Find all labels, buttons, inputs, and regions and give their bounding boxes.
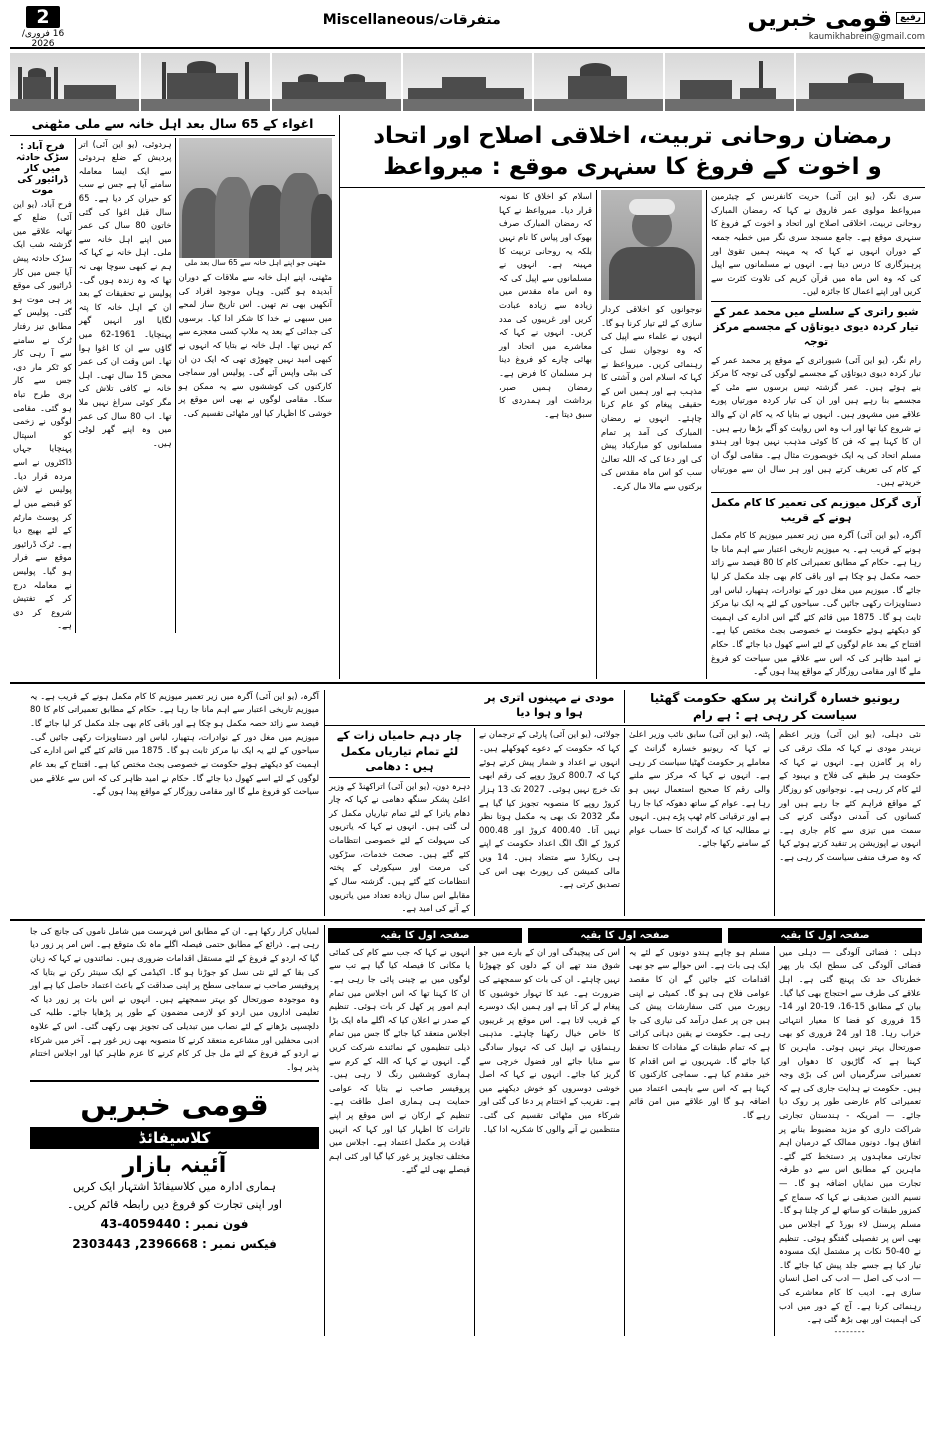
family-photo [179, 138, 333, 258]
article-body: جولائی، (یو این آئی) پارٹی کے ترجمان نے کہا کہ حکومت کے دعوے کھوکھلے ہیں۔ انہوں نے اعداد و شمار پیش کرتے ہوئے کہا کہ 800.7 کروڑ روپے کی رقم ابھی تک خرچ نہیں ہوئی۔ 2027 تک 13 ہزار کروڑ روپے کا منصوبہ تجویز کیا گیا ہے مگر 2032 تک بھی یہ مکمل ہوتا نظر نہیں آتا۔ 400.40 کروڑ اور 000.48 کروڑ کے الگ الگ اعداد حکومت کے اپنے ہی ریکارڈ سے متضاد ہیں۔ 14 ویں مالی کمیشن کی رپورٹ بھی اس کی تصدیق کرتی ہے۔ [479, 729, 620, 890]
ad-brand: قومی خبریں [80, 1088, 269, 1124]
logo-icon: رفیع [896, 12, 925, 24]
article-body: سری نگر، (یو این آئی) حریت کانفرنس کے چیئرمین میرواعظ مولوی عمر فاروق نے کہا کہ رمضان المبارک روحانی تربیت، اخلاقی اصلاح اور اتحاد و اخوت کے فروغ کا سنہری موقع ہے۔ جامع مسجد سری نگر میں خطبہ جمعہ کے دوران انہوں نے کہا کہ یہ مہینہ ہمیں تقویٰ اور پرہیزگاری کا درس دیتا ہے۔ انہوں نے مسلمانوں سے اپیل کی کہ وہ اس ماہ میں قرآن کریم کی تلاوت کثرت سے کریں اور اپنے اعمال کا جائزہ لیں۔ [711, 191, 921, 297]
bottom-section [10, 925, 925, 1336]
photo-figures [179, 162, 333, 258]
contact-email: kaumikhabrein@gmail.com [808, 32, 925, 42]
section-header [76, 6, 747, 28]
strip-photo [403, 53, 532, 111]
secondary-headline: اغواء کے 65 سال بعد اہل خانہ سے ملی مٹھنی [31, 116, 314, 131]
column-left-2 [76, 138, 176, 634]
strip-photo [665, 53, 794, 111]
headline-dhami: چار دہم حامیاں زات کے لئے تمام تیاریاں مکمل ہیں : دھامی [336, 729, 463, 774]
article-body: پٹنہ، (یو این آئی) سابق نائب وزیر اعلیٰ نے کہا کہ ریونیو خسارہ گرانٹ کے معاملے پر حکومت گھٹیا سیاست کر رہی ہے۔ انہوں نے کہا کہ مرکز سے ملنے والی رقم کا صحیح استعمال نہیں ہو رہا ہے۔ عوام کے ساتھ دھوکہ کیا جا رہا ہے اور ترقیاتی کام ٹھپ پڑے ہیں۔ انہوں نے مطالبہ کیا کہ گرانٹ کا حساب عوام کے سامنے رکھا جائے۔ [629, 729, 770, 849]
article-body: نئی دہلی، (یو این آئی) وزیر اعظم نریندر مودی نے کہا کہ ملک ترقی کی راہ پر گامزن ہے۔ انہوں نے کہا کہ حکومت ہر طبقے کی فلاح و بہبود کے لئے کام کر رہی ہے۔ نوجوانوں کو روزگار کے مواقع فراہم کئے جا رہے ہیں اور کسانوں کی آمدنی دوگنی کرنے کی سمت میں تیزی سے کام جاری ہے۔ انہوں نے اپوزیشن پر تنقید کرتے ہوئے کہا کہ وہ صرف منفی سیاست کر رہی ہے۔ [779, 729, 921, 862]
story-revenue [625, 690, 925, 724]
continued-bar: صفحہ اول کا بقیہ [728, 928, 922, 943]
ad-fax-label: فیکس نمبر : [202, 1237, 277, 1251]
continued-column [475, 946, 625, 1336]
section-label: متفرقات/Miscellaneous [322, 12, 501, 28]
column-dhami [325, 728, 475, 915]
article-body: لمبایاں کرار رکھا ہے۔ ان کے مطابق اس فہرست میں شامل ناموں کی جانچ کی جا رہی ہے۔ ذرائع کے مطابق حتمی فیصلہ اگلے ماہ تک متوقع ہے۔ اس امر پر زور دیا گیا کہ اردو کے فروغ کے لئے مستقل اقدامات ضروری ہیں۔ نمائندوں نے کہا کہ زبان کی بقا کے لئے نئی نسل کو جوڑنا ہو گا۔ اکیڈمی کے ایک سینئر رکن نے بتایا کہ پروفیسر صاحب نے سماجی سطح پر اپنی صداقت کے باعث اعتماد حاصل کیا ہے اور وہ موجودہ صورتحال کو بہتر سمجھتے ہیں۔ انہوں نے اس بات پر زور دیا کہ تعلیمی اداروں میں اردو کو لازمی مضمون کے طور پر پڑھایا جائے۔ طلبہ کی دلچسپی بڑھانے کے لئے نصاب میں تبدیلی کی تجویز بھی رکھی گئی۔ اس کے علاوہ ادبی محفلیں اور مشاعرے منعقد کرنے کا منصوبہ بھی زیر غور ہے۔ آخر میں شرکاء نے اردو کے فروغ کے لئے مل جل کر کام کرنے کا عزم ظاہر کیا اور اجلاس اختتام پذیر ہوا۔ [30, 925, 319, 1072]
section-divider-2 [10, 919, 925, 921]
masthead [10, 6, 925, 49]
middle-section [10, 690, 925, 916]
photo-strip [10, 53, 925, 111]
headline-revenue: ریونیو خسارہ گرانٹ پر سکھ حکومت گھٹیا سیاست کر رہی ہے : ہے رام [650, 690, 900, 722]
end-dashes: -------- [834, 1326, 866, 1336]
lead-headline-line1: رمضان روحانی تربیت، اخلاقی اصلاح اور اتحاد [373, 123, 892, 149]
article-body: دہلی : فضائی آلودگی — دہلی میں فضائی آلودگی کی سطح ایک بار پھر خطرناک حد تک پہنچ گئی ہے۔ اہل علاقے کی طرف سے احتجاج بھی کیا گیا۔ بیان کے مطابق 15-16، 19-20 اور 14-15 فروری کو فضا کا معیار انتہائی خراب رہا۔ 18 اور 24 فروری کو بھی صورتحال بہتر نہیں ہوئی۔ ماہرین کا کہنا ہے کہ گاڑیوں کا دھواں اور تعمیراتی سرگرمیاں اس کی بڑی وجہ ہیں۔ حکومت نے ہدایت جاری کی ہے کہ تعمیراتی کام عارضی طور پر روک دیا جائے۔ — امریکہ - ہندستان تجارتی شراکت داری کو مزید مضبوط بنانے پر اتفاق ہوا۔ دونوں ممالک کے درمیان اہم تجارتی معاہدوں پر دستخط کئے گئے۔ ماہرین کے مطابق اس سے دو طرفہ تجارت میں نمایاں اضافہ ہو گا۔ — نسیم الدین صدیقی نے کہا کہ سماج کے کمزور طبقات کو ساتھ لے کر چلنا ہو گا۔ مسلم پرسنل لاء بورڈ کے اجلاس میں بھی اس پر تفصیلی گفتگو ہوئی۔ تنظیم نے 40-50 نکات پر مشتمل ایک مسودہ تیار کیا ہے جسے جلد پیش کیا جائے گا۔ — ادب کی اصل — ادب کی اصل انسان سازی ہے۔ ادیب کا کام معاشرے کی رہنمائی کرنا ہے۔ آج کے دور میں ادب کی اہمیت اور بھی بڑھ گئی ہے۔ [779, 946, 921, 1325]
brand-name: قومی خبریں [747, 6, 893, 32]
ad-phone [30, 1214, 319, 1234]
secondary-story [10, 115, 340, 679]
continued-bar: صفحہ اول کا بقیہ [328, 928, 522, 943]
ad-phone-value: 4059440-43 [100, 1216, 181, 1231]
portrait-photo-mirwaiz [601, 190, 702, 300]
lead-headline [340, 115, 925, 185]
ad-line-2: اور اپنی تجارت کو فروغ دیں رابطہ قائم کریں۔ [67, 1198, 282, 1212]
page-number: 2 [26, 6, 60, 28]
article-body: مٹھنی، اپنے اہل خانہ سے ملاقات کے دوران آبدیدہ ہو گئیں۔ وہاں موجود افراد کی آنکھیں بھی نم تھیں۔ اس تاریخ ساز لمحے میں سبھی نے خدا کا شکر ادا کیا۔ برسوں کی جدائی کے بعد یہ ملاپ کسی معجزے سے کم نہیں تھا۔ اہل خانہ نے بتایا کہ انہوں نے کبھی امید نہیں چھوڑی تھی کہ ایک دن ان کی بیٹی واپس آئے گی۔ پولیس اور سماجی کارکنوں کی کوششوں سے یہ ممکن ہو سکا۔ مقامی لوگوں نے بھی اس موقع پر خوشی کا اظہار کیا اور مٹھائی تقسیم کی۔ [178, 272, 332, 419]
issue-date: 16 فروری/ 2026 [21, 29, 65, 49]
strip-photo [141, 53, 270, 111]
article-body: آگرہ، (یو این آئی) آگرہ میں زیر تعمیر میوزیم کا کام مکمل ہونے کے قریب ہے۔ یہ میوزیم تاریخی اعتبار سے اہم مانا جا رہا ہے۔ حکام کے مطابق تعمیراتی کام کا 80 فیصد سے زائد حصہ مکمل ہو چکا ہے اور باقی کام بھی جلد مکمل کر لیا جائے گا۔ میوزیم میں مغل دور کے نوادرات، ہتھیار، لباس اور دستاویزات رکھی جائیں گی۔ سیاحوں کے لئے یہ ایک نیا مرکز ثابت ہو گا۔ 1875 میں قائم کئے گئے اس ادارے کی اہمیت کو دیکھتے ہوئے حکومت نے خصوصی بجٹ مختص کیا ہے۔ افتتاح کے بعد عام لوگوں کے لئے اسے کھول دیا جائے گا۔ حکام نے امید ظاہر کی کہ اس سے علاقے میں سیاحت کو فروغ ملے گا اور مقامی روزگار کے مواقع پیدا ہوں گے۔ [30, 690, 320, 797]
article-body: آگرہ، (یو این آئی) آگرہ میں زیر تعمیر میوزیم کا کام مکمل ہونے کے قریب ہے۔ یہ میوزیم تاریخی اعتبار سے اہم مانا جا رہا ہے۔ حکام کے مطابق تعمیراتی کام کا 80 فیصد سے زائد حصہ مکمل ہو چکا ہے اور باقی کام بھی جلد مکمل کر لیا جائے گا۔ میوزیم میں مغل دور کے نوادرات، ہتھیار، لباس اور دستاویزات رکھی جائیں گی۔ سیاحوں کے لئے یہ ایک نیا مرکز ثابت ہو گا۔ 1875 میں قائم کئے گئے اس ادارے کی اہمیت کو دیکھتے ہوئے حکومت نے خصوصی بجٹ مختص کیا ہے۔ افتتاح کے بعد عام لوگوں کے لئے اسے کھول دیا جائے گا۔ حکام نے امید ظاہر کی کہ اس سے علاقے میں سیاحت کو فروغ ملے گا اور مقامی روزگار کے مواقع پیدا ہوں گے۔ [711, 530, 921, 677]
strip-photo [796, 53, 925, 111]
ad-fax-value: 2396668, 2303443 [72, 1237, 198, 1251]
article-body: اس کی پیچیدگی اور ان کے بارے میں جو شوق مند تھے ان کے دلوں کو چھوڑنا نہیں چاہئے۔ ان کی بات کو سمجھنے کی ضرورت ہے۔ عید کا تہوار خوشیوں کا پیغام لے کر آتا ہے اور ہمیں ایک دوسرے کے قریب لاتا ہے۔ اس موقع پر غریبوں کا خاص خیال رکھنا چاہئے۔ مذہبی رہنماؤں نے اپیل کی کہ تہوار سادگی سے منایا جائے اور فضول خرچی سے گریز کیا جائے۔ انہوں نے کہا کہ اصل خوشی دوسروں کو خوش دیکھنے میں ہے۔ تقریب کے اختتام پر دعا کی گئی اور شرکاء میں مٹھائی تقسیم کی گئی۔ منتظمین نے آنے والوں کا شکریہ ادا کیا۔ [479, 946, 620, 1134]
section-divider [10, 682, 925, 684]
strip-photo [534, 53, 663, 111]
headline-modi: مودی نے مہینوں اتری پر ہوا و ہوا دیا [484, 690, 615, 720]
lead-headline-line2: و اخوت کے فروغ کا سنہری موقع : میرواعظ [383, 154, 882, 181]
column-revenue-1 [625, 728, 775, 915]
sidebar-bottom [25, 925, 325, 1336]
column-mid-2 [495, 190, 597, 679]
photo-caption: مٹھنی جو اپنے اہل خانہ سے 65 سال بعد ملی [184, 257, 326, 267]
column-modi-body [775, 728, 925, 915]
column-left-3 [10, 138, 76, 634]
column-revenue-2 [475, 728, 625, 915]
sidebar-museum-continued [25, 690, 325, 916]
strip-photo [10, 53, 139, 111]
subheadline-accident: فرح آباد : سڑک حادثہ میں کار ڈرائیور کی موت [16, 140, 69, 196]
article-body: رام نگر، (یو این آئی) شیوراتری کے موقع پر محمد عمر کے تیار کردہ دیوی دیوتاؤں کے مجسمے لوگوں کی توجہ کا مرکز بنے ہوئے ہیں۔ عمر گزشتہ تیس برسوں سے مٹی کے مجسمے بنا رہے ہیں اور ان کی تیار کردہ مورتیاں پورے علاقے میں مشہور ہیں۔ انہوں نے بتایا کہ یہ کام ان کے والد نے شروع کیا تھا اور اب وہ اس روایت کو آگے بڑھا رہے ہیں۔ ان کا کہنا ہے کہ فن کا کوئی مذہب نہیں ہوتا اور ہندو مسلم اتحاد کی یہ ایک خوبصورت مثال ہے۔ مقامی لوگ ان کے کام کی تعریف کرتے ہیں اور ہر سال ان سے مورتیاں خریدتے ہیں۔ [711, 354, 921, 488]
brand-block [747, 6, 925, 42]
article-body: مسلم ہو چاہے ہندو دونوں کے لئے یہ ایک ہی بات ہے۔ اس حوالے سے جو بھی اقدامات کئے جائیں گے ان کا مقصد عوامی فلاح ہی ہو گا۔ کمیٹی نے اپنی رپورٹ میں کئی سفارشات پیش کی ہیں جن پر عمل درآمد کی تیاری کی جا رہی ہے۔ حکومت نے یقین دہانی کرائی ہے کہ تمام طبقات کے مفادات کا تحفظ کیا جائے گا۔ شہریوں نے اس اقدام کا خیر مقدم کیا ہے۔ سماجی کارکنوں کا کہنا ہے کہ اس سے باہمی اعتماد میں اضافہ ہو گا اور علاقے میں امن قائم رہے گا۔ [629, 946, 770, 1121]
masthead-divider [10, 47, 925, 49]
continued-bar: صفحہ اول کا بقیہ [528, 928, 722, 943]
ad-phone-label: فون نمبر : [184, 1216, 249, 1231]
article-body: دہرہ دون، (یو این آئی) اتراکھنڈ کے وزیر اعلیٰ پشکر سنگھ دھامی نے کہا کہ چار دھام یاترا کے لئے تمام تیاریاں مکمل کر لی گئی ہیں۔ انہوں نے کہا کہ یاتریوں کی سہولت کے لئے خصوصی انتظامات کئے گئے ہیں۔ صحت خدمات، سڑکوں کی مرمت اور سیکورٹی کے پختہ انتظامات کئے گئے ہیں۔ گزشتہ سال کے مقابلے اس سال زیادہ تعداد میں یاتریوں کے آنے کی امید ہے۔ [329, 780, 470, 914]
article-body: انہوں نے کہا کہ جب سے کام کی کمائی یا مکانی کا فیصلہ کیا گیا ہے تب سے لوگوں میں بے چینی پائی جا رہی ہے۔ ان کا کہنا تھا کہ اس اجلاس میں تمام اہم امور پر کھل کر بات ہوئی۔ تنظیم کے صدر نے اعلان کیا کہ اگلے ماہ ایک بڑا اجلاس منعقد کیا جائے گا جس میں تمام ذیلی تنظیموں کے نمائندے شرکت کریں گے۔ انہوں نے کہا کہ اللہ کے کرم سے ہماری کوششیں رنگ لا رہی ہیں۔ پروفیسر صاحب نے بتایا کہ عوامی حمایت ہی ہماری اصل طاقت ہے۔ تنظیم کے ارکان نے اس موقع پر اپنے تاثرات کا اظہار کیا اور کہا کہ انہیں قیادت پر مکمل اعتماد ہے۔ اجلاس میں مختلف تجاویز پر غور کیا گیا اور کئی اہم فیصلے بھی لئے گئے۔ [329, 946, 470, 1175]
ad-title: آئینہ بازار [122, 1153, 227, 1179]
page-badge [10, 6, 76, 50]
continued-column [625, 946, 775, 1336]
ad-classified-bar: کلاسیفائڈ [30, 1127, 319, 1149]
family-photo-block [176, 138, 336, 634]
headline-divider [340, 187, 925, 188]
article-body: ہردوئی، (یو این آئی) اتر پردیش کے ضلع ہردوئی سے ایک ایسا معاملہ سامنے آیا ہے جس نے سب کو حیران کر دیا ہے۔ 65 سال قبل اغوا کی گئی خاتون 80 سال کی عمر میں اپنے اہل خانہ سے ملی۔ اہل خانہ نے کہا کہ ہم نے کبھی سوچا بھی نہ تھا کہ وہ زندہ ہوں گی۔ پولیس نے تحقیقات کے بعد ان کے اہل خانہ کا پتہ لگایا اور انہیں گھر پہنچایا۔ 1961-62 میں گاؤں سے ان کا اغوا ہوا تھا۔ اس وقت ان کی عمر محض 15 سال تھی۔ اہل خانہ نے کافی تلاش کی مگر کوئی سراغ نہیں ملا تھا۔ اب 80 سال کی عمر میں وہ اپنے گھر لوٹی ہیں۔ [78, 138, 172, 448]
top-section [10, 115, 925, 679]
subheadline-museum: آری گرکل میوزیم کی تعمیر کا کام مکمل ہونے کے قریب [711, 496, 921, 524]
story-modi [475, 690, 625, 724]
ad-line-1: ہماری ادارہ میں کلاسیفائڈ اشتہار ایک کریں [73, 1180, 276, 1194]
article-body: اسلام کو اخلاق کا نمونہ قرار دیا۔ میرواعظ نے کہا کہ رمضان المبارک صرف بھوک اور پیاس کا نام نہیں بلکہ یہ روحانی تربیت کا مہینہ ہے۔ انہوں نے مسلمانوں سے اپیل کی کہ وہ اس ماہ مقدس میں زیادہ سے زیادہ عبادت کریں اور غریبوں کی مدد کریں۔ انہوں نے کہا کہ معاشرے میں اتحاد اور بھائی چارے کو فروغ دینا ہر مسلمان کا فرض ہے۔ رمضان ہمیں صبر، برداشت اور ہمدردی کا سبق دیتا ہے۔ [499, 191, 592, 419]
subheadline-shivratri: شیو راتری کے سلسلے میں محمد عمر کے تیار کردہ دیوی دیوتاؤں کے مجسمے مرکز توجہ [713, 305, 919, 349]
continued-column [775, 946, 925, 1336]
article-body: نوجوانوں کو اخلاقی کردار سازی کے لئے تیار کرنا ہو گا۔ انہوں نے علماء سے اپیل کی کہ وہ نوجوان نسل کی رہنمائی کریں۔ میرواعظ نے کہا کہ اسلام امن و آشتی کا مذہب ہے اور ہمیں اس کے حقیقی پیغام کو عام کرنا چاہئے۔ انہوں نے رمضان المبارک کی آمد پر تمام مسلمانوں کو مبارکباد پیش کی اور دعا کی کہ اللہ تعالیٰ سب کو اس ماہ مقدس کی برکتوں سے مالا مال کرے۔ [601, 304, 702, 492]
continued-column [325, 946, 475, 1336]
column-mid-photo [597, 190, 707, 679]
column-right [707, 190, 925, 679]
ad-fax [30, 1234, 319, 1254]
article-body: فرح آباد، (یو این آئی) ضلع کے تھانہ علاقے میں گزشتہ شب ایک سڑک حادثہ پیش آیا جس میں کار ڈرائیور کی موقع پر ہی موت ہو گئی۔ پولیس کے مطابق تیز رفتار ٹرک نے سامنے سے آ رہی کار کو ٹکر مار دی، جس سے کار بری طرح تباہ ہو گئی۔ مقامی لوگوں نے زخمی کو اسپتال پہنچایا جہاں ڈاکٹروں نے اسے مردہ قرار دیا۔ پولیس نے لاش کو قبضے میں لے کر پوسٹ مارٹم کے لئے بھیج دیا ہے۔ ٹرک ڈرائیور موقع سے فرار ہو گیا۔ پولیس نے معاملہ درج کر کے تفتیش شروع کر دی ہے۔ [12, 198, 72, 631]
strip-photo [272, 53, 401, 111]
brand-title [747, 6, 925, 32]
